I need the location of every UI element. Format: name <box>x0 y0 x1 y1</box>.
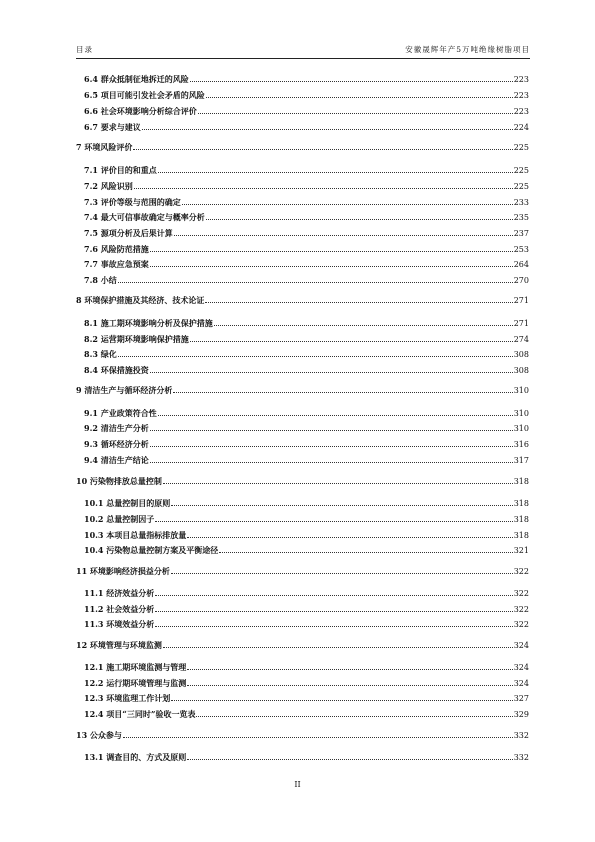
toc-leader-dots <box>150 250 513 252</box>
toc-leader-dots <box>196 715 512 717</box>
toc-entry-page: 310 <box>513 424 529 433</box>
toc-entry-page: 327 <box>513 694 529 703</box>
toc-entry-page: 310 <box>513 409 529 418</box>
toc-entry[interactable] <box>84 90 529 100</box>
toc-leader-dots <box>206 96 513 98</box>
toc-leader-dots <box>198 112 513 114</box>
toc-entry[interactable] <box>84 365 529 375</box>
toc-entry-page: 322 <box>513 567 529 576</box>
toc-leader-dots <box>133 148 512 150</box>
toc-entry-page: 310 <box>513 386 529 395</box>
toc-entry-title: 9.2 清洁生产分析 <box>84 423 149 433</box>
toc-entry[interactable] <box>84 318 529 328</box>
toc-entry-page: 322 <box>513 589 529 598</box>
toc-entry-page: 332 <box>513 731 529 740</box>
toc-entry-title: 8.1 施工期环境影响分析及保护措施 <box>84 318 213 328</box>
toc-leader-dots <box>118 355 513 357</box>
toc-entry-title: 7.6 风险防范措施 <box>84 244 149 254</box>
toc-entry-title: 7.7 事故应急预案 <box>84 259 149 269</box>
toc-entry-page: 224 <box>513 123 529 132</box>
toc-entry-title: 6.5 项目可能引发社会矛盾的风险 <box>84 90 205 100</box>
toc-entry-page: 322 <box>513 620 529 629</box>
toc-entry-title: 9.4 清洁生产结论 <box>84 455 149 465</box>
toc-entry-page: 271 <box>513 296 529 305</box>
toc-entry[interactable] <box>76 730 529 740</box>
toc-entry-title: 7 环境风险评价 <box>76 142 133 152</box>
toc-leader-dots <box>150 265 513 267</box>
toc-entry-title: 6.7 要求与建议 <box>84 122 141 132</box>
toc-entry-page: 223 <box>513 75 529 84</box>
toc-entry-page: 321 <box>513 546 529 555</box>
toc-entry[interactable] <box>76 385 529 395</box>
toc-entry[interactable] <box>84 197 529 207</box>
toc-leader-dots <box>155 520 512 522</box>
toc-leader-dots <box>134 187 513 189</box>
toc-leader-dots <box>150 461 513 463</box>
toc-entry-title: 7.4 最大可信事故确定与概率分析 <box>84 212 205 222</box>
toc-entry[interactable] <box>76 476 529 486</box>
toc-leader-dots <box>150 445 513 447</box>
toc-entry-page: 318 <box>513 477 529 486</box>
toc-entry-page: 324 <box>513 679 529 688</box>
toc-entry-title: 11.2 社会效益分析 <box>84 604 155 614</box>
toc-leader-dots <box>171 572 513 574</box>
toc-leader-dots <box>155 594 512 596</box>
toc-entry[interactable] <box>84 181 529 191</box>
header-right-text: 安徽晟辉年产5万吨绝缘树脂项目 <box>405 45 530 54</box>
toc-entry[interactable] <box>84 678 529 688</box>
toc-entry[interactable] <box>84 423 529 433</box>
toc-leader-dots <box>155 610 512 612</box>
toc-leader-dots <box>150 429 513 431</box>
toc-entry-title: 8.2 运营期环境影响保护措施 <box>84 334 189 344</box>
toc-entry[interactable] <box>76 295 529 305</box>
toc-entry-title: 6.4 群众抵制征地拆迁的风险 <box>84 74 189 84</box>
toc-leader-dots <box>171 699 512 701</box>
toc-leader-dots <box>182 203 513 205</box>
toc-entry-title: 10.3 本项目总量指标排放量 <box>84 530 187 540</box>
toc-entry[interactable] <box>76 640 529 650</box>
toc-entry-title: 12.3 环境监理工作计划 <box>84 693 171 703</box>
toc-leader-dots <box>173 391 512 393</box>
toc-entry-title: 10.2 总量控制因子 <box>84 514 155 524</box>
toc-entry-title: 13.1 调查目的、方式及原则 <box>84 752 187 762</box>
page-header <box>76 41 530 55</box>
toc-leader-dots <box>190 80 513 82</box>
toc-entry-page: 322 <box>513 605 529 614</box>
toc-entry[interactable] <box>84 275 529 285</box>
toc-entry[interactable] <box>84 122 529 132</box>
toc-entry[interactable] <box>84 545 529 555</box>
toc-leader-dots <box>187 668 512 670</box>
toc-leader-dots <box>158 414 513 416</box>
toc-entry-title: 12.1 施工期环境监测与管理 <box>84 662 187 672</box>
toc-entry-page: 317 <box>513 456 529 465</box>
toc-entry-title: 8.4 环保措施投资 <box>84 365 149 375</box>
toc-leader-dots <box>150 371 513 373</box>
toc-entry-title: 7.2 风险识别 <box>84 181 133 191</box>
toc-leader-dots <box>187 758 512 760</box>
toc-entry-title: 7.5 源项分析及后果计算 <box>84 228 173 238</box>
toc-entry[interactable] <box>84 212 529 222</box>
toc-entry-title: 8.3 绿化 <box>84 349 117 359</box>
toc-entry[interactable] <box>76 566 529 576</box>
toc-entry-page: 271 <box>513 319 529 328</box>
toc-entry-title: 9 清洁生产与循环经济分析 <box>76 385 173 395</box>
toc-entry[interactable] <box>84 588 529 598</box>
toc-entry[interactable] <box>84 228 529 238</box>
toc-entry-title: 11.3 环境效益分析 <box>84 619 155 629</box>
toc-entry[interactable] <box>84 408 529 418</box>
toc-entry-page: 274 <box>513 335 529 344</box>
toc-leader-dots <box>206 218 513 220</box>
toc-entry-title: 10.1 总量控制目的原则 <box>84 498 171 508</box>
toc-entry-page: 270 <box>513 276 529 285</box>
toc-entry-page: 308 <box>513 350 529 359</box>
toc-entry-page: 225 <box>513 182 529 191</box>
toc-entry-title: 6.6 社会环境影响分析综合评价 <box>84 106 197 116</box>
toc-entry[interactable] <box>84 530 529 540</box>
toc-leader-dots <box>118 281 513 283</box>
toc-entry[interactable] <box>84 334 529 344</box>
toc-entry-page: 264 <box>513 260 529 269</box>
toc-entry[interactable] <box>84 604 529 614</box>
toc-entry[interactable] <box>84 259 529 269</box>
toc-entry-page: 253 <box>513 245 529 254</box>
toc-leader-dots <box>219 551 512 553</box>
toc-entry-page: 324 <box>513 663 529 672</box>
toc-entry[interactable] <box>84 165 529 175</box>
toc-entry-title: 11 环境影响经济损益分析 <box>76 566 170 576</box>
toc-entry[interactable] <box>84 106 529 116</box>
toc-entry[interactable] <box>84 662 529 672</box>
toc-entry-title: 12.2 运行期环境管理与监测 <box>84 678 187 688</box>
toc-entry[interactable] <box>84 514 529 524</box>
toc-entry[interactable] <box>84 498 529 508</box>
toc-leader-dots <box>187 536 512 538</box>
toc-leader-dots <box>123 736 513 738</box>
toc-entry-title: 11.1 经济效益分析 <box>84 588 155 598</box>
toc-entry-title: 7.3 评价等级与范围的确定 <box>84 197 181 207</box>
toc-entry-page: 316 <box>513 440 529 449</box>
toc-entry-page: 223 <box>513 91 529 100</box>
toc-entry-title: 12.4 项目“三同时”验收一览表 <box>84 709 196 719</box>
toc-leader-dots <box>155 625 512 627</box>
toc-entry-title: 12 环境管理与环境监测 <box>76 640 162 650</box>
toc-entry-page: 329 <box>513 710 529 719</box>
toc-leader-dots <box>214 324 513 326</box>
toc-leader-dots <box>205 301 512 303</box>
toc-entry-page: 223 <box>513 107 529 116</box>
toc-entry-page: 332 <box>513 753 529 762</box>
toc-entry-page: 324 <box>513 641 529 650</box>
toc-entry-page: 225 <box>513 143 529 152</box>
toc-entry-page: 237 <box>513 229 529 238</box>
toc-entry[interactable] <box>84 244 529 254</box>
toc-entry-page: 318 <box>513 531 529 540</box>
page-number: II <box>294 780 301 789</box>
toc-leader-dots <box>171 504 512 506</box>
toc-entry[interactable] <box>84 455 529 465</box>
toc-entry-title: 7.8 小结 <box>84 275 117 285</box>
toc-entry-page: 235 <box>513 213 529 222</box>
toc-entry[interactable] <box>84 74 529 84</box>
toc-leader-dots <box>190 340 513 342</box>
toc-entry-title: 9.3 循环经济分析 <box>84 439 149 449</box>
toc-entry[interactable] <box>84 349 529 359</box>
toc-entry-title: 9.1 产业政策符合性 <box>84 408 157 418</box>
toc-entry-title: 7.1 评价目的和重点 <box>84 165 157 175</box>
header-left-text: 目录 <box>76 45 93 54</box>
toc-entry-title: 8 环境保护措施及其经济、技术论证 <box>76 295 205 305</box>
toc-leader-dots <box>187 684 512 686</box>
toc-entry-page: 318 <box>513 515 529 524</box>
toc-entry[interactable] <box>76 142 529 152</box>
header-rule <box>76 58 530 59</box>
toc-entry[interactable] <box>84 752 529 762</box>
toc-entry-page: 233 <box>513 198 529 207</box>
toc-leader-dots <box>174 234 513 236</box>
toc-entry-page: 308 <box>513 366 529 375</box>
toc-leader-dots <box>142 128 513 130</box>
toc-entry-page: 225 <box>513 166 529 175</box>
toc-entry-title: 13 公众参与 <box>76 730 122 740</box>
toc-entry-title: 10.4 污染物总量控制方案及平衡途径 <box>84 545 219 555</box>
toc-entry-title: 10 污染物排放总量控制 <box>76 476 162 486</box>
toc-entry[interactable] <box>84 439 529 449</box>
toc-leader-dots <box>163 482 513 484</box>
toc-entry[interactable] <box>84 709 529 719</box>
toc-leader-dots <box>158 171 513 173</box>
toc-entry[interactable] <box>84 693 529 703</box>
toc-leader-dots <box>163 646 513 648</box>
toc-entry[interactable] <box>84 619 529 629</box>
toc-entry-page: 318 <box>513 499 529 508</box>
